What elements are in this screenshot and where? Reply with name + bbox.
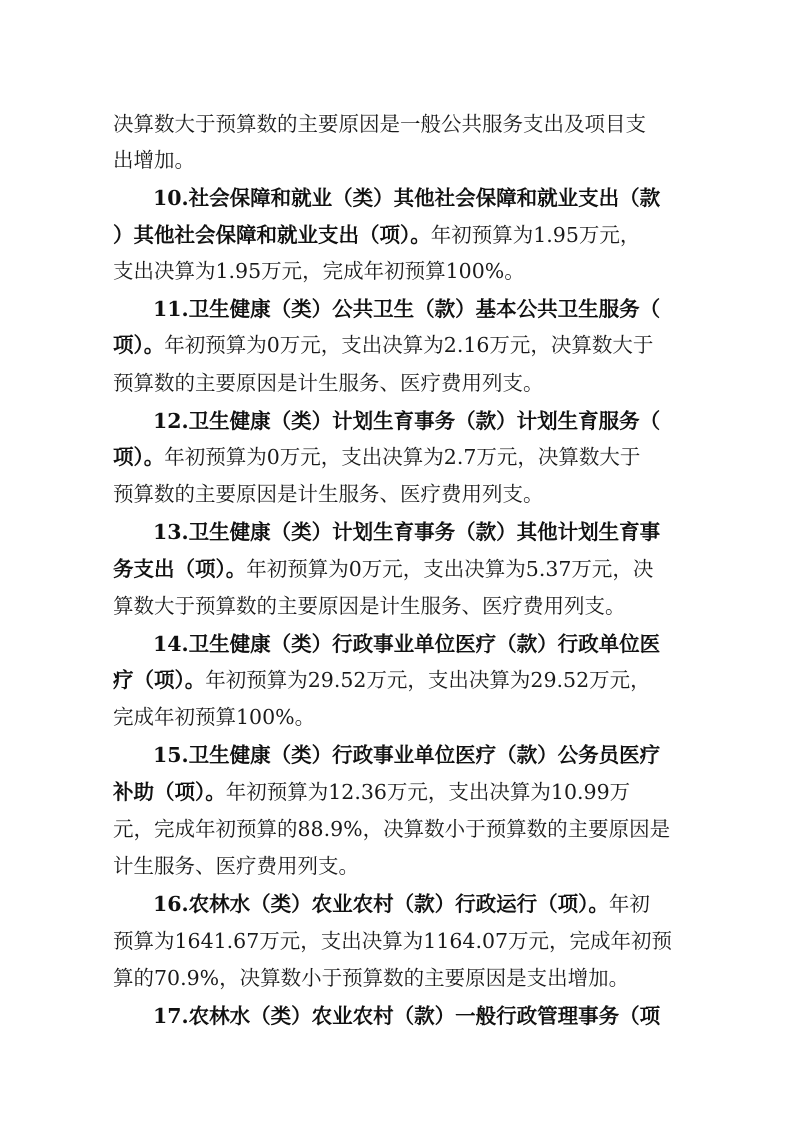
paragraph-line [113, 552, 683, 586]
line-heading: ）其他社会保障和就业支出（项）。 [113, 223, 431, 247]
item-12-heading-line [153, 404, 683, 438]
line-heading: 14.卫生健康（类）行政事业单位医疗（款）行政单位医 [153, 632, 661, 656]
line-text: 年初预算为0万元，支出决算为5.37万元，决 [246, 557, 654, 581]
line-text: 算数大于预算数的主要原因是计生服务、医疗费用列支。 [113, 594, 626, 618]
line-heading: 15.卫生健康（类）行政事业单位医疗（款）公务员医疗 [153, 743, 661, 767]
line-text: 年初预算为1.95万元， [430, 223, 641, 247]
line-heading: 补助（项）。 [113, 780, 226, 804]
paragraph-line [113, 107, 683, 141]
line-text: 年初预算为0万元，支出决算为2.7万元，决算数大于 [164, 445, 641, 469]
line-heading: 项）。 [113, 445, 165, 469]
paragraph-line [113, 440, 683, 474]
item-17-heading-line [153, 999, 683, 1033]
line-text: 年初预算为12.36万元，支出决算为10.99万 [225, 780, 631, 804]
line-text: 预算数的主要原因是计生服务、医疗费用列支。 [113, 371, 544, 395]
line-text: 年初 [608, 892, 650, 916]
paragraph-line [113, 700, 683, 734]
item-10-heading-line [153, 181, 683, 215]
paragraph-line [113, 328, 683, 362]
line-text: 年初预算为0万元，支出决算为2.16万元，决算数大于 [164, 333, 654, 357]
paragraph-line [113, 254, 683, 288]
item-13-heading-line [153, 515, 683, 549]
paragraph-line [113, 143, 683, 177]
line-text: 年初预算为29.52万元，支出决算为29.52万元， [205, 668, 651, 692]
item-15-heading-line [153, 738, 683, 772]
line-heading: 17.农林水（类）农业农村（款）一般行政管理事务（项 [153, 1004, 661, 1028]
paragraph-line [113, 589, 683, 623]
paragraph-line [113, 775, 683, 809]
line-text: 出增加。 [113, 148, 195, 172]
item-16-heading-line [153, 887, 683, 921]
line-heading: 11.卫生健康（类）公共卫生（款）基本公共卫生服务（ [153, 297, 661, 321]
line-heading: 13.卫生健康（类）计划生育事务（款）其他计划生育事 [153, 520, 661, 544]
paragraph-line [113, 663, 683, 697]
line-heading: 12.卫生健康（类）计划生育事务（款）计划生育服务（ [153, 409, 661, 433]
paragraph-line [113, 812, 683, 846]
line-text: 支出决算为1.95万元，完成年初预算100%。 [113, 259, 525, 283]
line-text: 完成年初预算100%。 [113, 705, 316, 729]
line-heading: 务支出（项）。 [113, 557, 247, 581]
paragraph-line [113, 924, 683, 958]
paragraph-line [113, 366, 683, 400]
paragraph-line [113, 477, 683, 511]
line-text: 元，完成年初预算的88.9%，决算数小于预算数的主要原因是 [113, 817, 671, 841]
item-14-heading-line [153, 627, 683, 661]
paragraph-line [113, 218, 683, 252]
line-heading: 10.社会保障和就业（类）其他社会保障和就业支出（款 [153, 186, 661, 210]
line-heading: 项）。 [113, 333, 165, 357]
line-text: 计生服务、医疗费用列支。 [113, 854, 359, 878]
line-text: 预算数的主要原因是计生服务、医疗费用列支。 [113, 482, 544, 506]
line-heading: 疗（项）。 [113, 668, 206, 692]
line-text: 算的70.9%，决算数小于预算数的主要原因是支出增加。 [113, 966, 630, 990]
line-heading: 16.农林水（类）农业农村（款）行政运行（项）。 [153, 892, 609, 916]
paragraph-line [113, 961, 683, 995]
item-11-heading-line [153, 292, 683, 326]
line-text: 预算为1641.67万元，支出决算为1164.07万元，完成年初预 [113, 929, 673, 953]
paragraph-line [113, 849, 683, 883]
line-text: 决算数大于预算数的主要原因是一般公共服务支出及项目支 [113, 112, 646, 136]
